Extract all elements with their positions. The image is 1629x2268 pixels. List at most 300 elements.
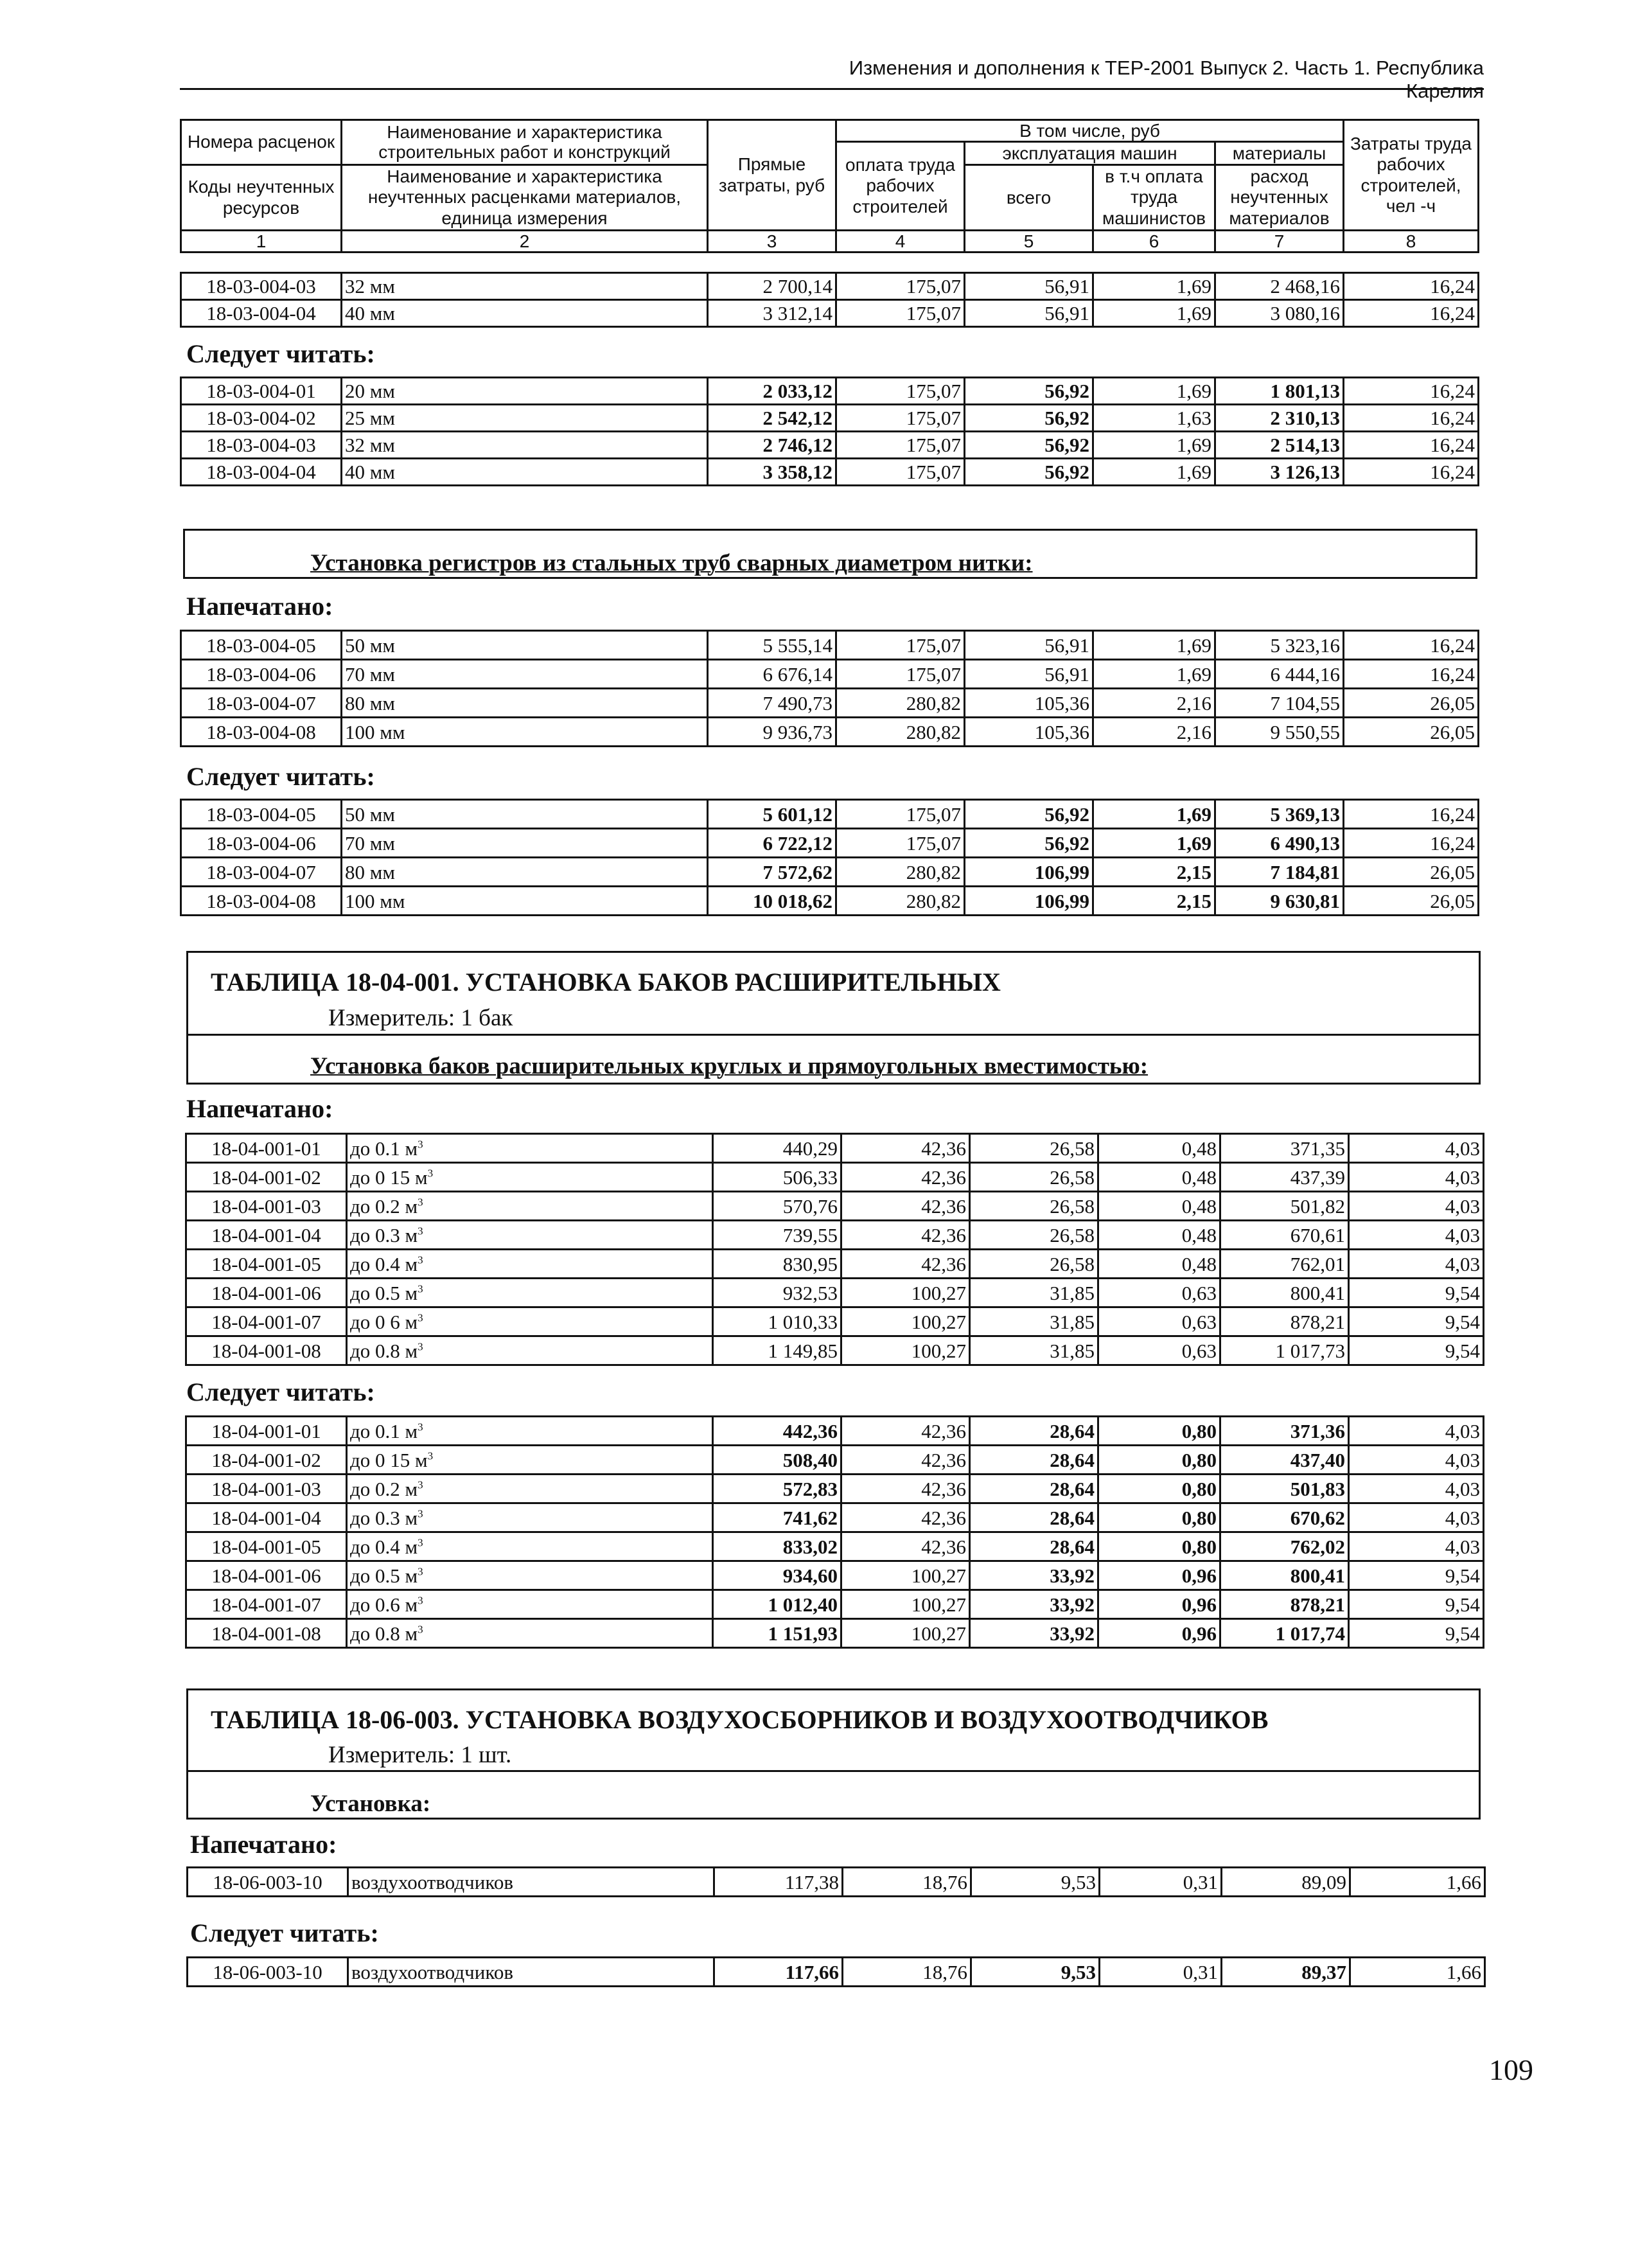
cell-labor-pay: [841, 1134, 970, 1163]
cell-text: 175,07: [906, 461, 961, 483]
col-num: 5: [965, 231, 1093, 252]
cell-text: до 0 15 м: [350, 1448, 428, 1471]
cell-text: 18-04-001-04: [211, 1223, 321, 1246]
cell-text: 2 514,13: [1270, 434, 1340, 456]
cell-text: 18-03-004-05: [206, 633, 316, 657]
cell-text: 56,91: [1044, 302, 1089, 324]
cell-materials: [1215, 378, 1344, 405]
cell-text: 5 323,16: [1270, 633, 1340, 657]
cell-machinist-pay: [1093, 829, 1215, 858]
cell-direct-cost: [708, 300, 836, 327]
cell-name: [342, 405, 708, 432]
cell-materials: [1215, 858, 1344, 887]
col5-header: всего: [965, 165, 1093, 231]
cell-machinist-pay: [1093, 887, 1215, 916]
cell-labor-hours: [1344, 378, 1479, 405]
cell-labor-pay: [841, 1250, 970, 1279]
table-row: [181, 858, 1479, 887]
cell-text: 26,58: [1050, 1223, 1095, 1246]
superscript: 3: [418, 1196, 423, 1209]
cell-direct-cost: [713, 1619, 841, 1648]
cell-text: 40 мм: [345, 461, 395, 483]
cell-materials: [1215, 432, 1344, 459]
cell-text: 4,03: [1445, 1448, 1480, 1471]
cell-materials: [1220, 1221, 1349, 1250]
cell-direct-cost: [713, 1192, 841, 1221]
superscript: 3: [418, 1225, 423, 1237]
table-row: [186, 1250, 1484, 1279]
cell-labor-hours: [1344, 300, 1479, 327]
cell-materials: [1220, 1163, 1349, 1192]
cell-materials: [1220, 1532, 1349, 1561]
cell-text: 4,03: [1445, 1223, 1480, 1246]
cell-machine-total: [970, 1590, 1098, 1619]
col-num: 4: [836, 231, 965, 252]
cell-text: до 0 6 м: [350, 1310, 418, 1333]
cell-machinist-pay: [1093, 405, 1215, 432]
s4-title: ТАБЛИЦА 18-06-003. УСТАНОВКА ВОЗДУХОСБОРНИКОВ И ВОЗДУХООТВОДЧИКОВ: [211, 1705, 1269, 1734]
cell-labor-pay: [836, 829, 965, 858]
cell-text: 175,07: [906, 802, 961, 826]
cell-name: [342, 660, 708, 689]
superscript: 3: [418, 1282, 423, 1295]
cell-labor-hours: [1349, 1503, 1484, 1532]
cell-text: 570,76: [782, 1194, 838, 1218]
table-row: [181, 405, 1479, 432]
cell-code: [181, 660, 342, 689]
cell-labor-pay: [841, 1561, 970, 1590]
cell-text: 18,76: [922, 1960, 967, 1983]
cell-text: 2 700,14: [762, 275, 832, 297]
cell-text: 100 мм: [345, 720, 405, 743]
cell-text: 18-04-001-07: [211, 1593, 321, 1616]
cell-labor-hours: [1349, 1134, 1484, 1163]
s3-unit: Измеритель: 1 бак: [328, 1005, 513, 1031]
cell-labor-pay: [836, 887, 965, 916]
cell-materials: [1215, 800, 1344, 829]
cell-code: [186, 1590, 347, 1619]
cell-text: 3 312,14: [762, 302, 832, 324]
cell-labor-pay: [841, 1221, 970, 1250]
cell-text: 0,80: [1181, 1448, 1217, 1471]
cell-machine-total: [965, 378, 1093, 405]
cell-labor-pay: [836, 378, 965, 405]
cell-materials: [1220, 1503, 1349, 1532]
cell-text: 508,40: [782, 1448, 838, 1471]
s3-title-box: [186, 951, 1481, 1085]
cell-text: 7 572,62: [762, 860, 832, 883]
cell-text: 26,05: [1430, 860, 1475, 883]
cell-code: [186, 1503, 347, 1532]
cell-code: [181, 858, 342, 887]
cell-labor-hours: [1349, 1192, 1484, 1221]
s2-intro-box: [183, 529, 1477, 579]
cell-labor-hours: [1349, 1250, 1484, 1279]
cell-text: 56,92: [1044, 407, 1089, 429]
cell-text: 7 184,81: [1270, 860, 1340, 883]
cell-text: воздухоотводчиков: [351, 1870, 513, 1893]
cell-text: воздухоотводчиков: [351, 1960, 513, 1983]
s3-divider: [188, 1034, 1479, 1036]
cell-text: 1,66: [1446, 1960, 1481, 1983]
cell-text: 5 555,14: [762, 633, 832, 657]
cell-materials: [1220, 1475, 1349, 1503]
s4-corrected-table: [186, 1956, 1486, 1987]
s2-corrected-table: [180, 799, 1479, 916]
cell-text: 26,05: [1430, 720, 1475, 743]
cell-text: 18-04-001-01: [211, 1419, 321, 1442]
cell-text: 18-03-004-07: [206, 691, 316, 714]
cell-text: 33,92: [1050, 1593, 1095, 1616]
s4-intro: Установка:: [310, 1791, 431, 1817]
cell-text: 42,36: [921, 1419, 966, 1442]
cell-machine-total: [965, 829, 1093, 858]
cell-text: 4,03: [1445, 1194, 1480, 1218]
cell-text: 28,64: [1050, 1477, 1095, 1500]
cell-materials: [1220, 1619, 1349, 1648]
cell-text: 1 149,85: [768, 1339, 838, 1362]
cell-text: 0,48: [1181, 1252, 1217, 1275]
cell-machinist-pay: [1098, 1221, 1220, 1250]
cell-text: 16,24: [1430, 434, 1475, 456]
cell-labor-hours: [1344, 660, 1479, 689]
cell-direct-cost: [708, 660, 836, 689]
cell-text: 1,66: [1446, 1870, 1481, 1893]
cell-text: 1 017,74: [1275, 1622, 1345, 1645]
cell-text: 100,27: [911, 1281, 966, 1304]
materials-header: материалы: [1215, 142, 1344, 165]
cell-text: 18,76: [922, 1870, 967, 1893]
cell-labor-pay: [841, 1279, 970, 1307]
cell-machinist-pay: [1093, 858, 1215, 887]
cell-materials: [1215, 718, 1344, 747]
cell-text: 1,69: [1176, 434, 1211, 456]
cell-machinist-pay: [1093, 432, 1215, 459]
cell-text: 670,61: [1290, 1223, 1345, 1246]
cell-text: 56,91: [1044, 275, 1089, 297]
col-num: 7: [1215, 231, 1344, 252]
cell-text: 80 мм: [345, 691, 395, 714]
cell-text: 28,64: [1050, 1506, 1095, 1529]
cell-labor-pay: [841, 1475, 970, 1503]
cell-text: 42,36: [921, 1223, 966, 1246]
cell-text: 280,82: [906, 889, 961, 912]
cell-text: 0,48: [1181, 1165, 1217, 1189]
cell-direct-cost: [708, 273, 836, 300]
col1-bottom-header: Коды неучтенных ресурсов: [181, 165, 342, 231]
cell-direct-cost: [713, 1503, 841, 1532]
col-num: 8: [1344, 231, 1479, 252]
cell-code: [186, 1475, 347, 1503]
cell-text: 80 мм: [345, 860, 395, 883]
cell-text: 1,69: [1176, 461, 1211, 483]
cell-machinist-pay: [1098, 1590, 1220, 1619]
cell-machine-total: [965, 432, 1093, 459]
table-row: [186, 1590, 1484, 1619]
table-row: [186, 1221, 1484, 1250]
s3-should-read-label: Следует читать:: [186, 1378, 375, 1406]
cell-machinist-pay: [1093, 378, 1215, 405]
cell-text: 878,21: [1290, 1310, 1345, 1333]
cell-name: [347, 1503, 713, 1532]
cell-direct-cost: [713, 1590, 841, 1619]
cell-text: 2 033,12: [762, 380, 832, 402]
cell-materials: [1215, 405, 1344, 432]
cell-machine-total: [970, 1279, 1098, 1307]
cell-text: 1 017,73: [1275, 1339, 1345, 1362]
table-row: [181, 887, 1479, 916]
cell-text: 9 936,73: [762, 720, 832, 743]
cell-machine-total: [965, 273, 1093, 300]
table-row: [181, 660, 1479, 689]
table-row: [186, 1503, 1484, 1532]
cell-machine-total: [965, 300, 1093, 327]
cell-text: 18-04-001-08: [211, 1622, 321, 1645]
cell-labor-hours: [1344, 405, 1479, 432]
cell-direct-cost: [713, 1134, 841, 1163]
cell-code: [181, 378, 342, 405]
cell-name: [342, 858, 708, 887]
table-row: [188, 1958, 1485, 1987]
cell-materials: [1222, 1868, 1350, 1897]
cell-text: 16,24: [1430, 407, 1475, 429]
cell-labor-hours: [1350, 1958, 1485, 1987]
cell-text: 18-03-004-02: [206, 407, 316, 429]
superscript: 3: [418, 1254, 423, 1266]
cell-text: до 0.2 м: [350, 1477, 418, 1500]
cell-materials: [1215, 887, 1344, 916]
running-header: Изменения и дополнения к ТЕР-2001 Выпуск 2. Часть 1. Республика Карелия: [849, 57, 1484, 102]
cell-code: [186, 1417, 347, 1446]
cell-text: 31,85: [1050, 1310, 1095, 1333]
cell-machinist-pay: [1093, 631, 1215, 660]
cell-direct-cost: [708, 829, 836, 858]
cell-text: 3 080,16: [1270, 302, 1340, 324]
cell-materials: [1220, 1134, 1349, 1163]
cell-machine-total: [965, 887, 1093, 916]
cell-text: 18-04-001-02: [211, 1448, 321, 1471]
cell-text: 1 801,13: [1270, 380, 1340, 402]
cell-name: [347, 1561, 713, 1590]
cell-text: 9,54: [1445, 1622, 1480, 1645]
cell-materials: [1220, 1250, 1349, 1279]
cell-text: 18-04-001-02: [211, 1165, 321, 1189]
cell-machine-total: [971, 1958, 1100, 1987]
cell-name: [347, 1619, 713, 1648]
cell-direct-cost: [713, 1446, 841, 1475]
cell-labor-pay: [841, 1619, 970, 1648]
cell-machine-total: [970, 1250, 1098, 1279]
cell-text: 5 369,13: [1270, 802, 1340, 826]
cell-text: 9,54: [1445, 1593, 1480, 1616]
col2-top-header: Наименование и характеристика строительных работ и конструкций: [342, 120, 708, 165]
superscript: 3: [427, 1449, 434, 1462]
cell-text: 18-04-001-05: [211, 1252, 321, 1275]
cell-direct-cost: [713, 1417, 841, 1446]
cell-direct-cost: [713, 1475, 841, 1503]
cell-code: [181, 405, 342, 432]
cell-name: [347, 1475, 713, 1503]
cell-code: [186, 1134, 347, 1163]
table-row: [186, 1446, 1484, 1475]
cell-text: 0,96: [1181, 1564, 1217, 1587]
cell-text: 42,36: [921, 1477, 966, 1500]
cell-machinist-pay: [1098, 1475, 1220, 1503]
cell-text: 1,69: [1176, 380, 1211, 402]
s3-printed-label: Напечатано:: [186, 1094, 333, 1123]
cell-machine-total: [970, 1446, 1098, 1475]
cell-text: 1,69: [1176, 633, 1211, 657]
superscript: 3: [427, 1167, 434, 1180]
cell-labor-hours: [1349, 1307, 1484, 1336]
cell-text: 9 550,55: [1270, 720, 1340, 743]
header-rule: [180, 88, 1484, 90]
cell-text: 18-04-001-08: [211, 1339, 321, 1362]
cell-text: до 0.1 м: [350, 1137, 418, 1160]
cell-text: до 0.5 м: [350, 1281, 418, 1304]
cell-machine-total: [970, 1532, 1098, 1561]
cell-text: 2,16: [1176, 691, 1211, 714]
cell-labor-hours: [1349, 1590, 1484, 1619]
cell-text: 800,41: [1290, 1564, 1345, 1587]
cell-materials: [1215, 300, 1344, 327]
cell-name: [347, 1307, 713, 1336]
cell-text: 1,63: [1176, 407, 1211, 429]
cell-text: 175,07: [906, 831, 961, 855]
cell-text: 6 490,13: [1270, 831, 1340, 855]
cell-direct-cost: [708, 718, 836, 747]
cell-name: [342, 689, 708, 718]
superscript: 3: [418, 1536, 423, 1549]
cell-text: 833,02: [782, 1535, 838, 1558]
cell-code: [186, 1192, 347, 1221]
cell-materials: [1220, 1446, 1349, 1475]
cell-machine-total: [971, 1868, 1100, 1897]
s1-should-read-label: Следует читать:: [186, 339, 375, 368]
cell-text: 33,92: [1050, 1564, 1095, 1587]
cell-text: 2,15: [1176, 860, 1211, 883]
cell-name: [348, 1958, 714, 1987]
cell-text: 16,24: [1430, 662, 1475, 686]
cell-text: 4,03: [1445, 1506, 1480, 1529]
cell-text: 1,69: [1176, 302, 1211, 324]
page-number: 109: [1489, 2053, 1533, 2086]
cell-machinist-pay: [1093, 800, 1215, 829]
cell-machinist-pay: [1093, 300, 1215, 327]
cell-text: 10 018,62: [753, 889, 832, 912]
cell-name: [342, 273, 708, 300]
cell-labor-hours: [1344, 273, 1479, 300]
cell-text: 5 601,12: [762, 802, 832, 826]
cell-labor-pay: [836, 432, 965, 459]
cell-name: [342, 432, 708, 459]
cell-machine-total: [970, 1417, 1098, 1446]
cell-text: 0,63: [1181, 1310, 1217, 1333]
cell-machinist-pay: [1098, 1417, 1220, 1446]
cell-text: 2,15: [1176, 889, 1211, 912]
cell-text: 117,38: [784, 1870, 839, 1893]
table-row: [181, 689, 1479, 718]
cell-code: [188, 1868, 348, 1897]
cell-machinist-pay: [1100, 1958, 1222, 1987]
cell-text: 105,36: [1034, 720, 1089, 743]
cell-text: 117,66: [785, 1960, 839, 1983]
cell-machinist-pay: [1098, 1279, 1220, 1307]
cell-text: 4,03: [1445, 1252, 1480, 1275]
cell-text: 18-04-001-01: [211, 1137, 321, 1160]
cell-text: 56,91: [1044, 633, 1089, 657]
cell-machine-total: [965, 718, 1093, 747]
cell-machine-total: [965, 800, 1093, 829]
cell-labor-pay: [836, 273, 965, 300]
table-row: [186, 1163, 1484, 1192]
cell-text: 100 мм: [345, 889, 405, 912]
cell-text: 175,07: [906, 407, 961, 429]
cell-name: [342, 378, 708, 405]
cell-text: 437,40: [1290, 1448, 1345, 1471]
cell-code: [181, 273, 342, 300]
cell-labor-pay: [841, 1336, 970, 1365]
cell-text: 0,63: [1181, 1339, 1217, 1362]
table-row: [186, 1417, 1484, 1446]
cell-text: 16,24: [1430, 380, 1475, 402]
cell-labor-pay: [836, 459, 965, 486]
cell-text: 4,03: [1445, 1137, 1480, 1160]
cell-text: 9,53: [1061, 1960, 1096, 1983]
cell-machinist-pay: [1098, 1619, 1220, 1648]
cell-text: 830,95: [782, 1252, 838, 1275]
col3-header: Прямые затраты, руб: [708, 120, 836, 231]
cell-machinist-pay: [1093, 459, 1215, 486]
s4-title-box: [186, 1688, 1481, 1820]
cell-machinist-pay: [1098, 1134, 1220, 1163]
cell-text: 26,58: [1050, 1137, 1095, 1160]
cell-labor-hours: [1344, 887, 1479, 916]
cell-text: 1 012,40: [768, 1593, 838, 1616]
cell-text: 56,92: [1044, 461, 1089, 483]
table-row: [186, 1532, 1484, 1561]
cell-code: [186, 1307, 347, 1336]
cell-name: [347, 1446, 713, 1475]
cell-direct-cost: [714, 1868, 843, 1897]
cell-text: 9,54: [1445, 1281, 1480, 1304]
cell-text: 0,48: [1181, 1194, 1217, 1218]
cell-name: [342, 829, 708, 858]
cell-text: 26,58: [1050, 1165, 1095, 1189]
cell-text: 9,54: [1445, 1310, 1480, 1333]
cell-code: [186, 1250, 347, 1279]
cell-name: [342, 300, 708, 327]
cell-labor-hours: [1350, 1868, 1485, 1897]
cell-text: 18-03-004-05: [206, 802, 316, 826]
cell-labor-hours: [1349, 1561, 1484, 1590]
superscript: 3: [418, 1623, 423, 1636]
table-row: [186, 1134, 1484, 1163]
cell-machine-total: [965, 689, 1093, 718]
cell-text: 0,31: [1183, 1960, 1218, 1983]
cell-materials: [1215, 689, 1344, 718]
cell-text: 0,96: [1181, 1593, 1217, 1616]
machines-header: эксплуатация машин: [965, 142, 1215, 165]
cell-name: [347, 1336, 713, 1365]
cell-text: 175,07: [906, 302, 961, 324]
cell-text: 106,99: [1034, 889, 1089, 912]
cell-text: 26,05: [1430, 691, 1475, 714]
cell-text: 31,85: [1050, 1339, 1095, 1362]
cell-labor-hours: [1344, 432, 1479, 459]
cell-materials: [1220, 1307, 1349, 1336]
cell-labor-hours: [1349, 1163, 1484, 1192]
